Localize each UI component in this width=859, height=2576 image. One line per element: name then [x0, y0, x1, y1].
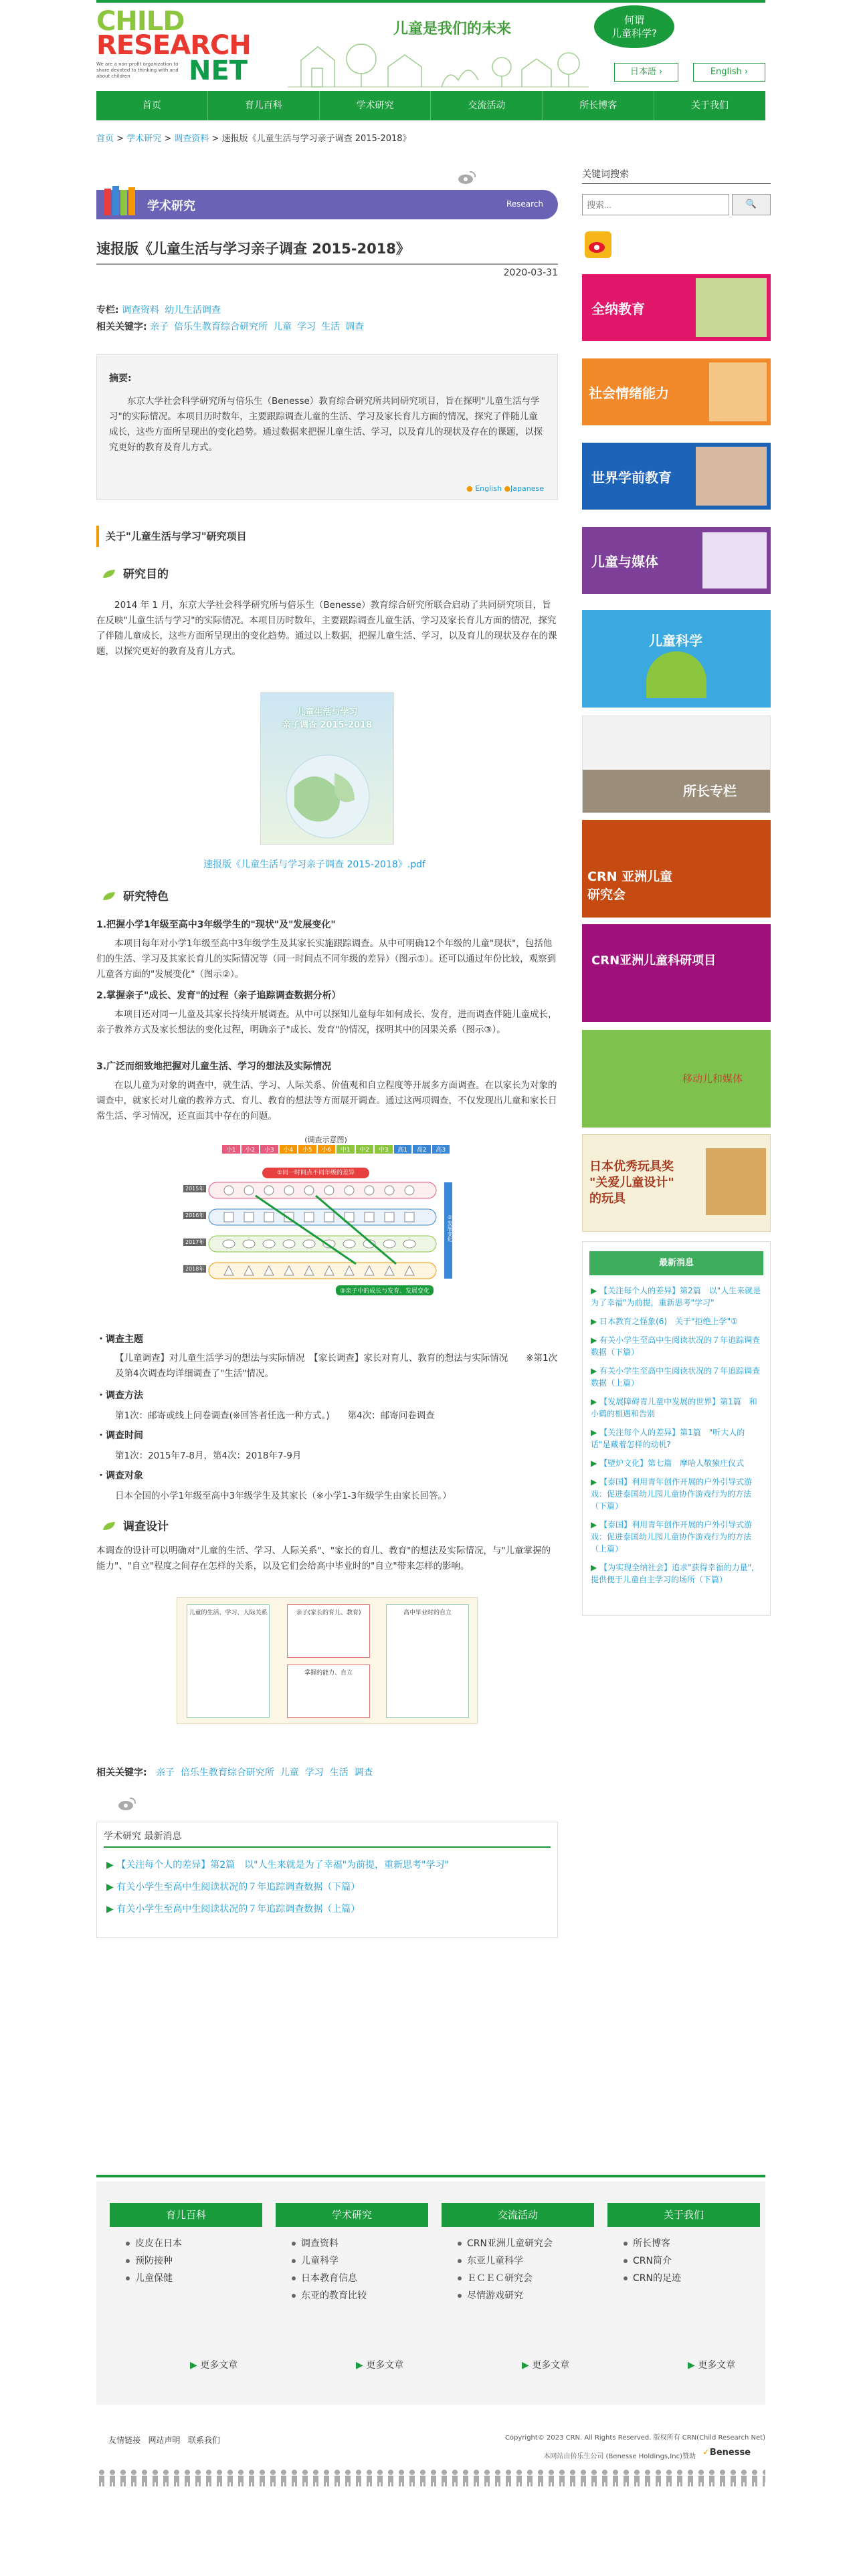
weibo-share-icon[interactable] — [458, 170, 476, 185]
footer-link[interactable]: ＥＣＥＣ研究会 — [458, 2270, 594, 2287]
target-text: 日本全国的小学1年级至高中3年级学生及其家长（※小学1-3年级学生由家长回答。） — [115, 1491, 452, 1501]
theme-heading: ・调查主题 — [96, 1334, 143, 1345]
news-link[interactable]: 【为实现全纳社会】追求"获得幸福的力量"，提供便于儿童自主学习的场所（下篇） — [591, 1563, 760, 1584]
banner-label: 社会情绪能力 — [589, 385, 669, 401]
column-link[interactable]: 幼儿生活调查 — [165, 305, 221, 316]
books-icon — [103, 185, 139, 217]
feature-3-text: 在以儿童为对象的调查中，就生活、学习、人际关系、价值观和自立程度等开展多方面调查。在以家长为对象的调查中，就家长对儿童的教养方式、育儿、教育的想法等方面展开调查。通过这两项调查，不仅发现出儿童和家长日常生活、学习情况，还直面其中存在的问题。 — [96, 1080, 557, 1121]
bottom-keywords: 相关关键字: 亲子 倍乐生教育综合研究所 儿童 学习 生活 调查 — [96, 1767, 373, 1778]
english-site-button[interactable]: English › — [693, 63, 765, 82]
grade-label: 小6 — [318, 1145, 336, 1154]
feature-2-text: 本项目还对同一儿童及其家长持续开展调查。从中可以探知儿童每年如何成长、发育，进而调查伴随儿童成长，亲子教养方式及家长想法的变化过程，明确亲子"成长、发育"的情况，探明其中的因果关系（图示③）。 — [96, 1009, 557, 1035]
news-box: 最新消息 ▶ 【关注每个人的差异】第2篇 以"人生来就是为了幸福"为前提，重新思考"学习" ▶ 日本教育之怪象(6) 关于"拒绝上学"① ▶ 有关小学生至高中生阅读状况的７年追踪调查数据（下篇） ▶ 有关小学生至高中生阅读状况的７年追踪调查数据（上篇） ▶ 【发展障碍青儿童中发展的世界】第1篇 和小鹤的相遇和告别 ▶ 【关注每个人的差异】第1篇 "听大人的话"是藏着怎样的动机? ▶ 【壁炉文化】第七篇 摩哈人敬猿庄仪式 ▶ 【泰国】利用青年创作开展的户外引导式游戏：促进泰国幼儿园儿童协作游戏行为的方法（下篇） ▶ 【泰国】利用青年创作开展的户外引导式游戏：促进泰国幼儿园儿童协作游戏行为的方法（上篇） ▶ 【为实现全纳社会】追求"获得幸福的力量"，提供便于儿童自主学习的场所（下篇） — [582, 1241, 771, 1616]
survey-diagram — [182, 1134, 470, 1315]
top-accent-line — [96, 0, 765, 3]
leaf-icon — [102, 1521, 116, 1531]
banner-en: Research — [506, 199, 543, 209]
diagram-caption: (调查示意图) — [304, 1136, 347, 1144]
news-link[interactable]: 【关注每个人的差异】第1篇 "听大人的话"是藏着怎样的动机? — [591, 1428, 745, 1449]
footer-bottom-links — [108, 2434, 220, 2446]
keyword-link[interactable]: 亲子 — [150, 322, 169, 332]
footer-link[interactable]: 东亚的教育比较 — [292, 2287, 428, 2304]
footer — [96, 2181, 765, 2405]
design-box: 儿童的生活、学习、人际关系 — [187, 1604, 270, 1718]
nav-about[interactable]: 关于我们 — [691, 100, 729, 111]
design-heading: 调查设计 — [96, 1518, 169, 1535]
breadcrumb-current: 速报版《儿童生活与学习亲子调查 2015-2018》 — [221, 134, 411, 144]
leaf-icon — [102, 568, 116, 579]
publish-date: 2020-03-31 — [503, 267, 558, 278]
latest-link[interactable]: 【关注每个人的差异】第2篇 以"人生来就是为了幸福"为前提，重新思考"学习" — [116, 1860, 449, 1870]
grade-label: 高3 — [432, 1145, 450, 1154]
method-text: 第1次：邮寄或线上问卷调查(※回答者任选一种方式。) 第4次：邮寄问卷调查 — [115, 1410, 435, 1421]
breadcrumb: 首页 > 学术研究 > 调查资料 > 速报版《儿童生活与学习亲子调查 2015-2018》 — [96, 134, 411, 144]
friend-links[interactable]: 友情链接 — [108, 2436, 141, 2445]
grade-label: 小4 — [280, 1145, 298, 1154]
nav-home[interactable]: 首页 — [96, 91, 208, 120]
latest-title: 学术研究 最新消息 — [104, 1829, 551, 1848]
summary-heading: 摘要: — [109, 373, 132, 384]
summary-text: 东京大学社会科学研究所与倍乐生（Benesse）教育综合研究所共同研究项目，旨在探明"儿童生活与学习"的实际情况。本项目历时数年，主要跟踪调查儿童的生活、学习及家长育儿方面的情况，探究了伴随儿童成长，这些方面所呈现出的变化趋势。通过数据来把握儿童生活、学习，以及育儿的现状及存在的课题，以探究更好的教育及育儿方式。 — [109, 396, 543, 453]
footer-link[interactable]: 所长博客 — [624, 2235, 760, 2252]
footer-col-parenting — [110, 2203, 262, 2287]
footer-link[interactable]: 预防接种 — [126, 2252, 262, 2270]
footer-link[interactable]: CRN简介 — [624, 2252, 760, 2270]
diagram-side-label: ②发展变化 — [447, 1214, 453, 1242]
design-box: 掌握的能力、自立 — [287, 1665, 370, 1718]
news-link[interactable]: 【关注每个人的差异】第2篇 以"人生来就是为了幸福"为前提，重新思考"学习" — [591, 1286, 761, 1307]
nav-exchange[interactable]: 交流活动 — [431, 91, 543, 120]
latest-research-box: 学术研究 最新消息 ▶ 【关注每个人的差异】第2篇 以"人生来就是为了幸福"为前提，重新思考"学习" ▶ 有关小学生至高中生阅读状况的７年追踪调查数据（下篇） ▶ 有关小学生至高中生阅读状况的７年追踪调查数据（上篇） — [96, 1822, 558, 1938]
keyword-link[interactable]: 调查 — [354, 1767, 373, 1778]
leaf-icon — [102, 891, 116, 901]
footer-link[interactable]: 东亚儿童科学 — [458, 2252, 594, 2270]
logo-child: CHILD — [96, 6, 185, 37]
banner-label: 儿童与媒体 — [591, 554, 658, 570]
what-is-child-science-bubble[interactable] — [594, 5, 674, 48]
keyword-link[interactable]: 学习 — [297, 322, 316, 332]
japanese-site-button[interactable]: 日本語 › — [614, 63, 678, 82]
banner-crn-asia-project[interactable] — [582, 924, 771, 1022]
target-heading: ・调查对象 — [96, 1471, 143, 1481]
breadcrumb-home[interactable]: 首页 — [96, 134, 114, 144]
banner-label: 世界学前教育 — [591, 469, 672, 486]
grade-label: 中2 — [356, 1145, 374, 1154]
grade-label: 高2 — [413, 1145, 431, 1154]
keyword-link[interactable]: 生活 — [321, 322, 341, 332]
grade-label: 小5 — [298, 1145, 316, 1154]
keyword-link[interactable]: 儿童 — [273, 322, 292, 332]
bubble-text: 何谓 儿童科学? — [611, 14, 657, 39]
english-link[interactable]: English — [475, 484, 502, 493]
footer-col-title[interactable]: 关于我们 — [607, 2203, 760, 2227]
footer-link[interactable]: 儿童保健 — [126, 2270, 262, 2287]
sponsor-note: 本网站由倍乐生公司 (Benesse Holdings,Inc)赞助 — [543, 2453, 696, 2460]
pdf-download-link[interactable]: 速报版《儿童生活与学习亲子调查 2015-2018》.pdf — [203, 859, 425, 870]
footer-link[interactable]: CRN亚洲儿童研究会 — [458, 2235, 594, 2252]
footer-link[interactable]: CRN的足迹 — [624, 2270, 760, 2287]
method-heading: ・调查方法 — [96, 1390, 143, 1401]
banner-inclusive-education[interactable] — [582, 274, 771, 341]
banner-label: 所长专栏 — [683, 783, 737, 799]
diagram-grades — [222, 1145, 450, 1154]
feature-2-heading: 2.掌握亲子"成长、发育"的过程（亲子追踪调查数据分析） — [96, 990, 341, 1001]
summary-box — [96, 354, 558, 500]
japanese-link[interactable]: Japanese — [510, 484, 544, 493]
news-link[interactable]: 【泰国】利用青年创作开展的户外引导式游戏：促进泰国幼儿园儿童协作游戏行为的方法（下篇） — [591, 1477, 753, 1511]
benesse-logo: ✓Benesse — [702, 2448, 751, 2458]
main-nav — [96, 91, 765, 120]
section-banner — [96, 190, 558, 219]
design-box: 高中毕业时的自立 — [386, 1604, 469, 1718]
breadcrumb-research[interactable]: 学术研究 — [126, 134, 162, 144]
footer-col-title[interactable]: 学术研究 — [276, 2203, 428, 2227]
theme-text: 【儿童调查】对儿童生活学习的想法与实际情况 【家长调查】家长对育儿、教育的想法与实际情况 ※第1次及第4次调查均详细调查了"生活"情况。 — [115, 1353, 558, 1379]
banner-good-toy-award[interactable] — [582, 1134, 771, 1232]
footer-col-exchange — [442, 2203, 594, 2304]
grade-label: 中3 — [375, 1145, 393, 1154]
nav-parenting[interactable]: 育儿百科 — [208, 91, 320, 120]
news-link[interactable]: 有关小学生至高中生阅读状况的７年追踪调查数据（下篇） — [591, 1335, 761, 1357]
breadcrumb-materials[interactable]: 调查资料 — [174, 134, 209, 144]
year-label: 2015年 — [183, 1185, 206, 1192]
banner-label: 移动儿和媒体 — [682, 1073, 743, 1085]
news-title: 最新消息 — [589, 1251, 763, 1275]
design-text: 本调查的设计可以明确对"儿童的生活、学习、人际关系"、"家长的育儿、教育"的想法及实际情况，与"儿童掌握的能力"、"自立"程度之间存在怎样的关系，以及它们会给高中毕业时的"自立"带来怎样的影响。 — [96, 1545, 551, 1572]
diagram-rows — [182, 1178, 470, 1299]
grade-label: 小2 — [242, 1145, 260, 1154]
nav-director-blog[interactable]: 所长博客 — [543, 91, 654, 120]
footer-line — [96, 2175, 765, 2177]
contact-us[interactable]: 联系我们 — [187, 2436, 220, 2445]
footer-col-research — [276, 2203, 428, 2304]
grade-label: 高1 — [394, 1145, 412, 1154]
banner-director-column[interactable] — [582, 716, 771, 813]
language-links: ● English ●Japanese — [466, 484, 544, 493]
news-link[interactable]: 日本教育之怪象(6) 关于"拒绝上学"① — [599, 1317, 738, 1326]
footer-link[interactable]: 尽情游戏研究 — [458, 2287, 594, 2304]
keyword-link[interactable]: 倍乐生教育综合研究所 — [180, 1767, 274, 1778]
more-articles-link[interactable]: ▶ 更多文章 — [356, 2360, 404, 2371]
purpose-text: 2014 年 1 月，东京大学社会科学研究所与倍乐生（Benesse）教育综合研究所联合启动了共同研究项目，旨在反映"儿童生活与学习"的实际情况。本项目历时数年，主要跟踪调查儿童生活、学习及家长育儿方面的情况，探究了伴随儿童成长，这些方面所呈现出的变化趋势。通过以上数据，把握儿童生活、学习，以及育儿的现状及存在的课题，以探究更好的教育及育儿方式。 — [96, 600, 557, 657]
banner-label: 儿童科学 — [649, 633, 702, 649]
latest-link[interactable]: 有关小学生至高中生阅读状况的７年追踪调查数据（上篇） — [116, 1904, 361, 1915]
news-link[interactable]: 【泰国】利用青年创作开展的户外引导式游戏：促进泰国幼儿园儿童协作游戏行为的方法（上篇） — [591, 1520, 753, 1553]
footer-col-title[interactable]: 育儿百科 — [110, 2203, 262, 2227]
feature-heading: 研究特色 — [96, 888, 169, 905]
feature-1-text: 本项目每年对小学1年级至高中3年级学生及其家长实施跟踪调查。从中可明确12个年级的儿童"现状"，包括他们的生活、学习及其家长育儿的实际情况等（同一时间点不同年级的差异）（图示①）。还可以通过年份比较，观察到儿童各方面的"发展变化"（图示②）。 — [96, 938, 557, 980]
column-label: 专栏: — [96, 305, 119, 316]
news-link[interactable]: 【壁炉文化】第七篇 摩哈人敬猿庄仪式 — [599, 1459, 745, 1468]
logo-tagline: We are a non-profit organization to share devoted to thinking with and about children — [96, 62, 179, 79]
keyword-link[interactable]: 倍乐生教育综合研究所 — [174, 322, 268, 332]
nav-research[interactable]: 学术研究 — [320, 91, 432, 120]
logo-net: NET — [189, 56, 248, 86]
footer-link[interactable]: 调查资料 — [292, 2235, 428, 2252]
design-box: 亲子(家长的育儿、教育) — [287, 1604, 370, 1658]
time-heading: ・调查时间 — [96, 1430, 143, 1441]
purpose-heading: 研究目的 — [96, 566, 169, 583]
keyword-link[interactable]: 儿童 — [280, 1767, 299, 1778]
more-articles-link[interactable]: ▶ 更多文章 — [522, 2360, 570, 2371]
year-label: 2018年 — [183, 1265, 206, 1273]
site-statement[interactable]: 网站声明 — [148, 2436, 181, 2445]
banner-label: 全纳教育 — [591, 301, 645, 317]
banner-child-science[interactable] — [582, 610, 771, 708]
weibo-icon[interactable] — [585, 231, 611, 258]
banner-world-ece[interactable] — [582, 443, 771, 510]
banner-title: 学术研究 — [147, 199, 195, 213]
page-title: 速报版《儿童生活与学习亲子调查 2015-2018》 — [96, 238, 558, 265]
weibo-share-icon[interactable] — [118, 1796, 136, 1811]
banner-social-emotional[interactable] — [582, 358, 771, 425]
news-link[interactable]: 有关小学生至高中生阅读状况的７年追踪调查数据（上篇） — [591, 1366, 761, 1388]
keyword-link[interactable]: 调查 — [345, 322, 365, 332]
news-link[interactable]: 【发展障碍青儿童中发展的世界】第1篇 和小鹤的相遇和告别 — [591, 1397, 757, 1418]
report-cover-image[interactable] — [260, 692, 394, 845]
latest-link[interactable]: 有关小学生至高中生阅读状况的７年追踪调查数据（下篇） — [116, 1882, 361, 1893]
search-title: 关键词搜索 — [582, 167, 771, 184]
year-label: 2016年 — [183, 1212, 206, 1219]
banner-crn-asia-study[interactable] — [582, 820, 771, 918]
footer-col-about — [607, 2203, 760, 2287]
feature-3-heading: 3.广泛而细致地把握对儿童生活、学习的想法及实际情况 — [96, 1061, 332, 1072]
banner-mobile-media[interactable] — [582, 1030, 771, 1128]
search-input[interactable] — [582, 194, 729, 215]
time-text: 第1次：2015年7-8月，第4次：2018年7-9月 — [115, 1451, 302, 1461]
footer-col-title[interactable]: 交流活动 — [442, 2203, 594, 2227]
grade-label: 小1 — [222, 1145, 240, 1154]
footer-link[interactable]: 日本教育信息 — [292, 2270, 428, 2287]
year-label: 2017年 — [183, 1239, 206, 1246]
grade-label: 中1 — [337, 1145, 355, 1154]
header-slogan: 儿童是我们的未来 — [393, 21, 512, 37]
more-articles-link[interactable]: ▶ 更多文章 — [190, 2360, 238, 2371]
column-link[interactable]: 调查资料 — [122, 305, 160, 316]
article-meta — [96, 302, 558, 336]
banner-label: CRN亚洲儿童科研项目 — [591, 954, 717, 968]
search-button[interactable]: 🔍 — [732, 194, 771, 215]
crn-logo[interactable] — [96, 6, 251, 86]
banner-label: CRN 亚洲儿童研究会 — [587, 869, 673, 902]
copyright: Copyright© 2023 CRN. All Rights Reserved. 版权所有 CRN(Child Research Net) — [504, 2434, 765, 2442]
design-diagram — [177, 1597, 478, 1724]
keywords-label: 相关关键字: — [96, 322, 147, 332]
feature-1-heading: 1.把握小学1年级至高中3年级学生的"现状"及"发展变化" — [96, 920, 336, 930]
cover-globe — [274, 746, 381, 840]
diagram-bottom-label: ③亲子中的成长与发育、发展变化 — [336, 1285, 434, 1295]
footer-link[interactable]: 儿童科学 — [292, 2252, 428, 2270]
keyword-link[interactable]: 亲子 — [155, 1767, 175, 1778]
keyword-link[interactable]: 学习 — [304, 1767, 324, 1778]
grade-label: 小3 — [260, 1145, 278, 1154]
cover-title: 儿童生活与学习 亲子调查 2015-2018 — [282, 708, 373, 730]
diagram-band-label: ①同一时间点不同年级的差异 — [262, 1168, 369, 1178]
keyword-link[interactable]: 生活 — [329, 1767, 349, 1778]
footer-children-strip — [96, 2469, 765, 2486]
footer-link[interactable]: 皮皮在日本 — [126, 2235, 262, 2252]
section-heading: 关于"儿童生活与学习"研究项目 — [96, 526, 558, 547]
more-articles-link[interactable]: ▶ 更多文章 — [688, 2360, 736, 2371]
logo-research: RESEARCH — [96, 30, 251, 61]
banner-label: 日本优秀玩具奖 "关爱儿童设计" 的玩具 — [589, 1160, 674, 1206]
banner-children-media[interactable] — [582, 527, 771, 594]
